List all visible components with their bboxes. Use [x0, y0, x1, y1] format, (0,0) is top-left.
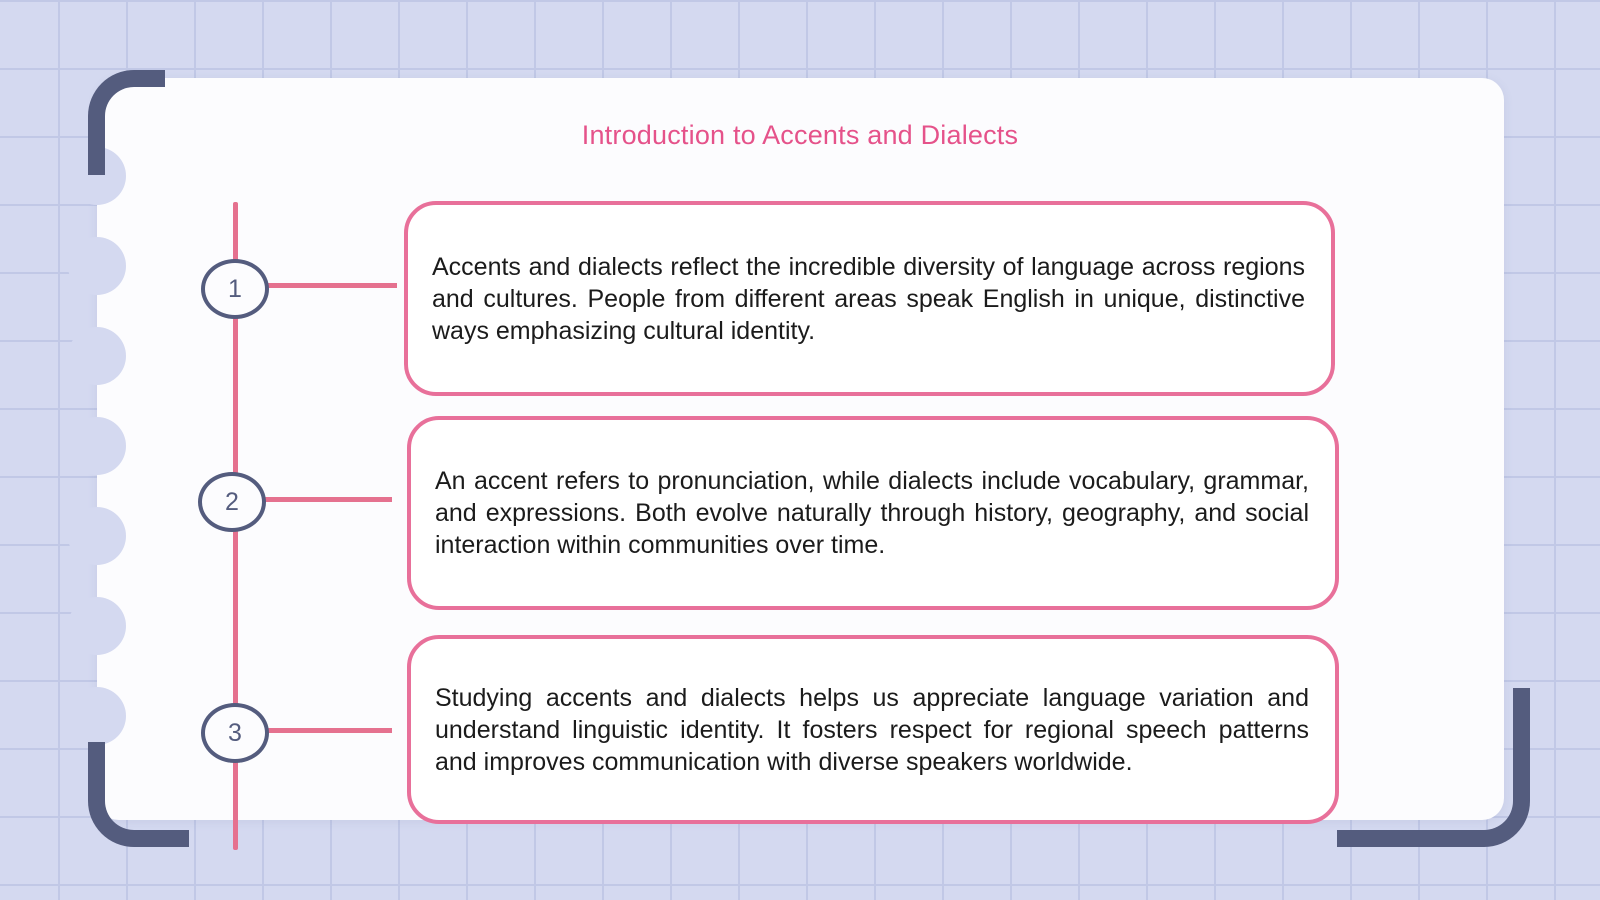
timeline-connector: [266, 728, 392, 733]
corner-bracket-bottom-left: [88, 742, 189, 847]
info-card-1: [404, 201, 1335, 396]
page-notch: [68, 327, 126, 385]
timeline-connector: [266, 283, 397, 288]
info-card-text: An accent refers to pronunciation, while dialects include vocabulary, grammar, and expressions. Both evolve naturally through history, geography, and social interaction within communities over time.: [435, 467, 1309, 559]
info-card-3: [407, 635, 1339, 824]
page-notch: [68, 237, 126, 295]
info-card-2: [407, 416, 1339, 610]
slide-title: Introduction to Accents and Dialects: [581, 120, 1019, 150]
page-notch: [68, 687, 126, 745]
step-number-2: 2: [198, 472, 266, 532]
step-number-1: 1: [201, 259, 269, 319]
page-notch: [68, 597, 126, 655]
step-number-3: 3: [201, 703, 269, 763]
corner-bracket-bottom-right: [1337, 688, 1530, 847]
page-notch: [68, 417, 126, 475]
info-card-text: Accents and dialects reflect the incredible diversity of language across regions and cultures. People from different areas speak English in unique, distinctive ways emphasizing cultural identity.: [432, 252, 1305, 345]
info-card-text: Studying accents and dialects helps us appreciate language variation and understand linguistic identity. It fosters respect for regional speech patterns and improves communication with diverse speakers worldwide.: [435, 683, 1309, 776]
page-notch: [68, 507, 126, 565]
timeline-connector: [263, 497, 392, 502]
